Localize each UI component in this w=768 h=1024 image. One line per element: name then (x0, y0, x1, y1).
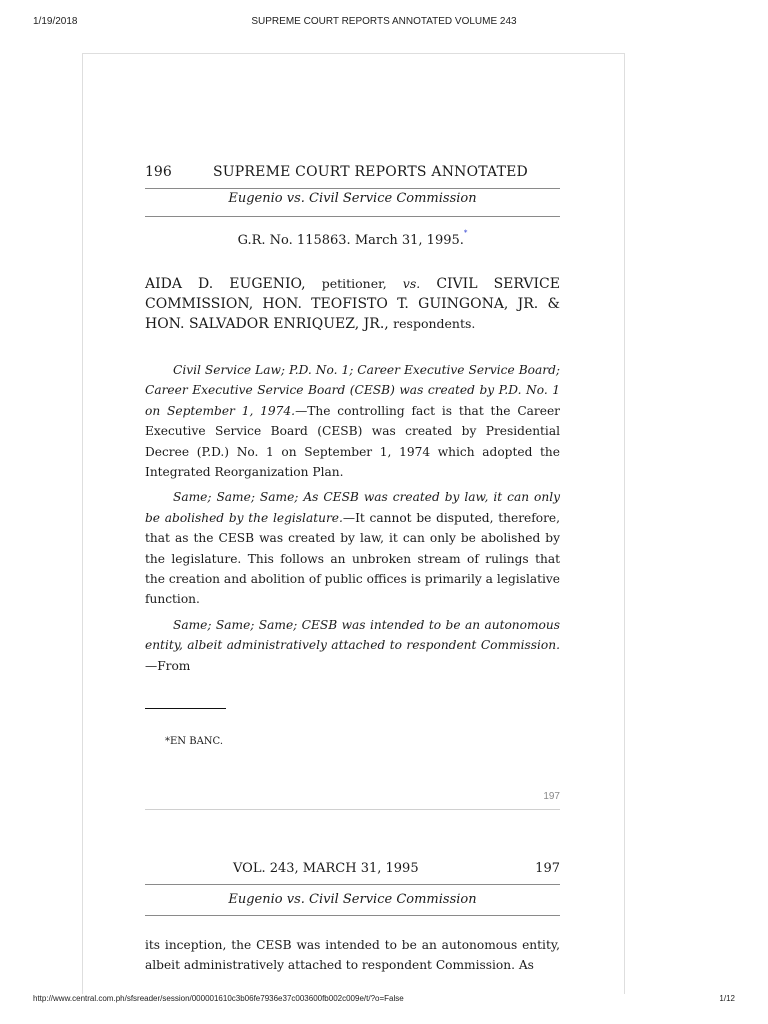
petitioner-role: petitioner, (321, 276, 387, 291)
running-head: SUPREME COURT REPORTS ANNOTATED (213, 164, 528, 180)
page-break-rule (145, 809, 560, 810)
volume-head: VOL. 243, MARCH 31, 1995 (233, 861, 419, 876)
header-rule (145, 188, 560, 189)
syllabus-heading: Same; Same; Same; CESB was intended to be an autonomous entity, albeit administratively attached to respondent Commission. (145, 617, 560, 653)
footnote-rule (145, 708, 226, 709)
case-subtitle-2: Eugenio vs. Civil Service Commission (228, 892, 477, 907)
page2-body (145, 935, 560, 981)
page-break-marker: 197 (543, 791, 560, 802)
print-date: 1/19/2018 (33, 16, 78, 27)
case-parties (145, 274, 560, 335)
page-number: 196 (145, 164, 172, 180)
header-rule-2 (145, 884, 560, 885)
page-number-2: 197 (535, 861, 560, 876)
syllabus (145, 360, 560, 681)
syllabus-heading: Civil Service Law; P.D. No. 1; Career Executive Service Board; Career Executive Service Board (CESB) was created by P.D. No. 1 on September 1, 1974. (145, 363, 560, 418)
syllabus-paragraph (145, 487, 560, 609)
gr-text: G.R. No. 115863. March 31, 1995. (237, 233, 464, 248)
case-subtitle: Eugenio vs. Civil Service Commission (228, 191, 477, 206)
versus: vs. (402, 276, 421, 291)
petitioner-name: AIDA D. EUGENIO, (145, 276, 306, 292)
print-title: SUPREME COURT REPORTS ANNOTATED VOLUME 243 (251, 16, 517, 27)
syllabus-text: —It cannot be disputed, therefore, that as the CESB was created by law, it can only be abolished by the legislature. This follows an unbroken stream of rulings that the creation and abolition of public offices is primarily a legislative function. (145, 510, 560, 607)
print-page-count: 1/12 (719, 994, 735, 1003)
respondent-role: respondents. (393, 316, 476, 331)
case-gr-number (145, 229, 560, 248)
print-url[interactable]: http://www.central.com.ph/sfsreader/session/000001610c3b06fe7936e37c003600fb002c009e/t/?o=False (33, 994, 404, 1003)
subtitle-rule-2 (145, 915, 560, 916)
body-paragraph: its inception, the CESB was intended to be an autonomous entity, albeit administratively attached to respondent Commission. As (145, 938, 560, 973)
footnote-link[interactable]: * (463, 229, 468, 237)
syllabus-paragraph (145, 615, 560, 676)
footnote: *EN BANC. (165, 736, 224, 747)
syllabus-paragraph (145, 360, 560, 482)
syllabus-heading: Same; Same; Same; As CESB was created by law, it can only be abolished by the legislature. (145, 490, 560, 525)
syllabus-text: —The controlling fact is that the Career Executive Service Board (CESB) was created by Presidential Decree (P.D.) No. 1 on September 1, 1974 which adopted the Integrated Reorganization Plan. (145, 403, 561, 480)
syllabus-text: —From (145, 658, 191, 673)
subtitle-rule (145, 216, 560, 217)
respondent-names: CIVIL SERVICE COMMISSION, HON. TEOFISTO T. GUINGONA, JR. & HON. SALVADOR ENRIQUEZ, JR., (145, 276, 560, 332)
